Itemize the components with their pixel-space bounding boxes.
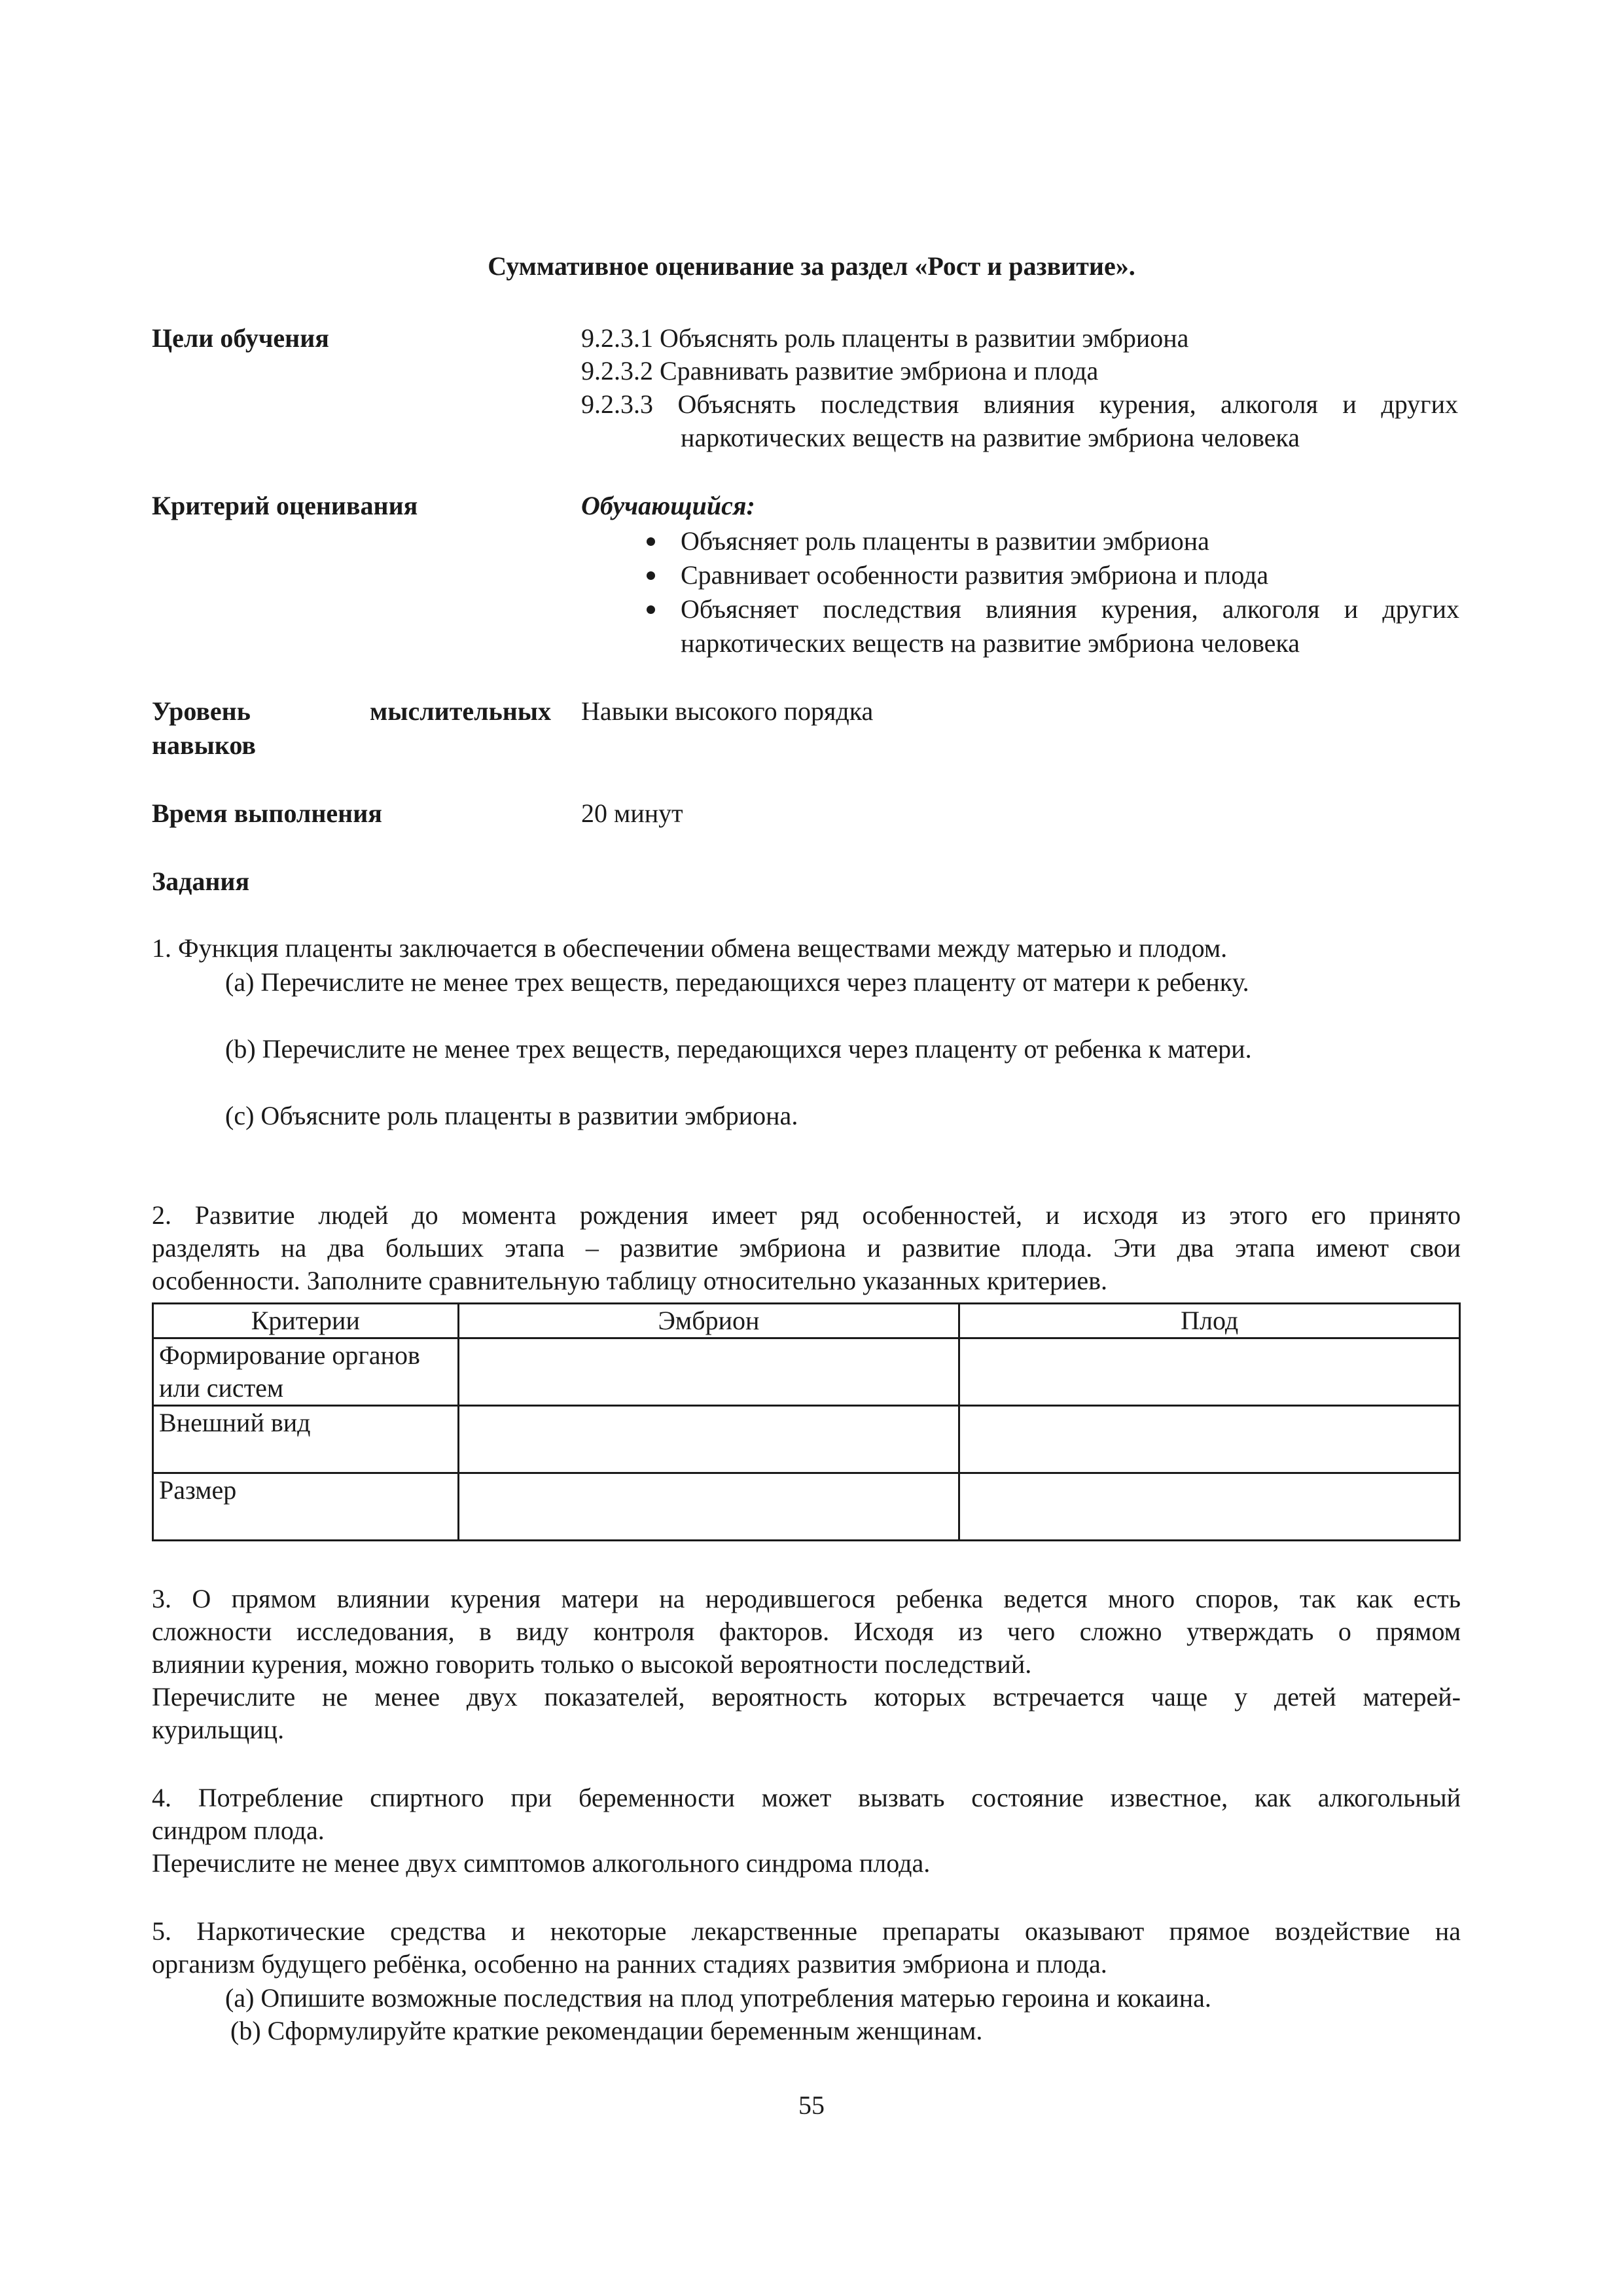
task1-text: 1. Функция плаценты заключается в обеспечении обмена веществами между матерью и плодом. (152, 933, 1228, 963)
time-label: Время выполнения (152, 798, 382, 828)
goal-item-continuation: наркотических веществ на развитие эмбриона человека (681, 423, 1300, 452)
table-cell-fetus[interactable] (959, 1338, 1460, 1406)
task5-line: 5. Наркотические средства и некоторые лекарственные препараты оказывают прямое воздействие на (152, 1916, 1461, 1946)
task2-line: 2. Развитие людей до момента рождения имеет ряд особенностей, и исходя из этого его принято (152, 1200, 1461, 1230)
goal-item: 9.2.3.1 Объяснять роль плаценты в развитии эмбриона (581, 323, 1189, 353)
criteria-item (681, 559, 1459, 592)
task5-part-b: (b) Сформулируйте краткие рекомендации беременным женщинам. (230, 2016, 983, 2045)
criteria-item (681, 593, 1459, 626)
table-row (153, 1473, 1460, 1541)
comparison-table (152, 1302, 1461, 1541)
task3-line: 3. О прямом влиянии курения матери на неродившегося ребенка ведется много споров, так как есть (152, 1584, 1461, 1613)
criteria-intro: Обучающийся: (581, 491, 755, 520)
task3-line: сложности исследования, в виду контроля факторов. Исходя из чего сложно утверждать о прямом (152, 1617, 1461, 1646)
goals-label: Цели обучения (152, 323, 329, 353)
criteria-item-text: Объясняет последствия влияния курения, алкоголя и других (681, 594, 1459, 624)
table-row (153, 1338, 1460, 1406)
task1-part-a: (a) Перечислите не менее трех веществ, передающихся через плаценту от матери к ребенку. (225, 967, 1249, 997)
criteria-item (681, 525, 1459, 558)
table-cell-embryo[interactable] (458, 1473, 959, 1541)
table-cell-criterion: Размер (153, 1473, 459, 1541)
task3-line: влиянии курения, можно говорить только о высокой вероятности последствий. (152, 1649, 1032, 1679)
task1-part-b: (b) Перечислите не менее трех веществ, передающихся через плаценту от ребенка к матери. (225, 1034, 1252, 1064)
criteria-item-continuation: наркотических веществ на развитие эмбриона человека (681, 628, 1300, 658)
level-value: Навыки высокого порядка (581, 696, 874, 726)
goal-item: 9.2.3.3 Объяснять последствия влияния курения, алкоголя и других (581, 389, 1458, 419)
table-row (153, 1406, 1460, 1473)
criteria-label: Критерий оценивания (152, 491, 418, 520)
task4-line: Перечислите не менее двух симптомов алкогольного синдрома плода. (152, 1848, 931, 1878)
tasks-heading: Задания (152, 867, 250, 896)
task1-part-c: (c) Объясните роль плаценты в развитии эмбриона. (225, 1101, 798, 1130)
task4-text (152, 1782, 1461, 1880)
criteria-item-text: Сравнивает особенности развития эмбриона и плода (681, 560, 1269, 590)
table-header-row (153, 1304, 1460, 1338)
goal-item: 9.2.3.2 Сравнивать развитие эмбриона и плода (581, 356, 1099, 386)
task2-line: особенности. Заполните сравнительную таблицу относительно указанных критериев. (152, 1266, 1108, 1295)
task5-part-a: (a) Опишите возможные последствия на плод употребления матерью героина и кокаина. (225, 1983, 1211, 2013)
task3-text (152, 1583, 1461, 1746)
time-value: 20 минут (581, 798, 683, 828)
table-cell-fetus[interactable] (959, 1473, 1460, 1541)
task2-line: разделять на два больших этапа – развитие эмбриона и развитие плода. Эти два этапа имеют свои (152, 1233, 1461, 1263)
bullet-icon (647, 571, 655, 580)
task4-line: синдром плода. (152, 1816, 325, 1845)
bullet-icon (647, 605, 655, 614)
level-label-word: Уровень (152, 696, 251, 726)
table-header-fetus: Плод (959, 1304, 1460, 1338)
table-header-criteria: Критерии (153, 1304, 459, 1338)
criteria-item-text: Объясняет роль плаценты в развитии эмбриона (681, 526, 1209, 556)
task2-text (152, 1199, 1461, 1297)
task3-line: курильщиц. (152, 1715, 285, 1744)
task3-line: Перечислите не менее двух показателей, вероятность которых встречается чаще у детей матерей- (152, 1682, 1461, 1712)
page-title: Суммативное оценивание за раздел «Рост и развитие». (488, 251, 1135, 281)
table-header-embryo: Эмбрион (458, 1304, 959, 1338)
page-number: 55 (798, 2090, 825, 2120)
table-cell-embryo[interactable] (458, 1338, 959, 1406)
level-label-second-line: навыков (152, 730, 257, 760)
level-label (152, 695, 551, 728)
level-label-word: мыслительных (370, 696, 551, 726)
task5-text (152, 1915, 1461, 1981)
task4-line: 4. Потребление спиртного при беременности может вызвать состояние известное, как алкогольный (152, 1783, 1461, 1812)
table-cell-fetus[interactable] (959, 1406, 1460, 1473)
table-cell-criterion: Внешний вид (153, 1406, 459, 1473)
bullet-icon (647, 537, 655, 546)
table-cell-embryo[interactable] (458, 1406, 959, 1473)
task5-line: организм будущего ребёнка, особенно на ранних стадиях развития эмбриона и плода. (152, 1949, 1107, 1979)
table-cell-criterion: Формирование органов или систем (153, 1338, 459, 1406)
